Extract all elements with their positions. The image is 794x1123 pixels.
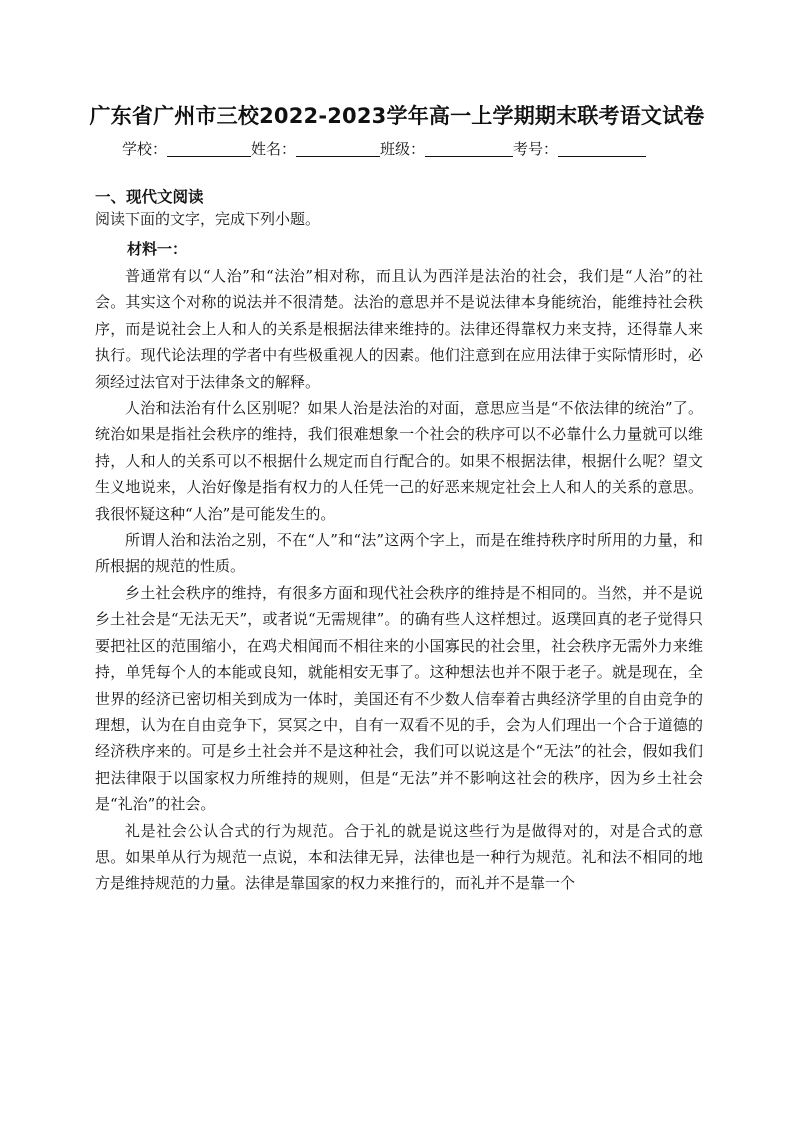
- paragraph: 礼是社会公认合式的行为规范。合于礼的就是说这些行为是做得对的，对是合式的意思。如果单从行为规范一点说，本和法律无异，法律也是一种行为规范。礼和法不相同的地方是维持规范的力量。法律是靠国家的权力来推行的，而礼并不是靠一个: [95, 821, 703, 893]
- class-field: [380, 138, 513, 159]
- exam-title: 广东省广州市三校2022-2023学年高一上学期期末联考语文试卷: [89, 104, 705, 128]
- name-field: [251, 138, 380, 159]
- school-field: [122, 138, 251, 159]
- material-body: [95, 263, 703, 897]
- paragraph: 普通常有以“人治”和“法治”相对称，而且认为西洋是法治的社会，我们是“人治”的社会。其实这个对称的说法并不很清楚。法治的意思并不是说法律本身能统治，能维持社会秩序，而是说社会上人和人的关系是根据法律来维持的。法律还得靠权力来支持，还得靠人来执行。现代论法理的学者中有些极重视人的因素。他们注意到在应用法律于实际情形时，必须经过法官对于法律条文的解释。: [95, 267, 703, 391]
- paragraph: 乡土社会秩序的维持，有很多方面和现代社会秩序的维持是不相同的。当然，并不是说乡土社会是“无法无天”，或者说“无需规律”。的确有些人这样想过。返璞回真的老子觉得只要把社区的范围缩小，在鸡犬相闻而不相往来的小国寡民的社会里，社会秩序无需外力来维持，单凭每个人的本能或良知，就能相安无事了。这种想法也并不限于老子。就是现在，全世界的经济已密切相关到成为一体时，美国还有不少数人信奉着古典经济学里的自由竞争的理想，认为在自由竞争下，冥冥之中，自有一双看不见的手，会为人们理出一个合于道德的经济秩序来的。可是乡土社会并不是这种社会，我们可以说这是个“无法”的社会，假如我们把法律限于以国家权力所维持的规则，但是“无法”并不影响这社会的秩序，因为乡土社会是“礼治”的社会。: [95, 583, 703, 814]
- school-label: 学校：: [122, 140, 168, 158]
- exam-number-blank[interactable]: [558, 141, 646, 157]
- student-info-fields: [122, 138, 646, 159]
- section-heading: 一、现代文阅读: [95, 188, 204, 206]
- name-blank[interactable]: [296, 141, 380, 157]
- name-label: 姓名：: [251, 140, 297, 158]
- section-instruction: 阅读下面的文字，完成下列小题。: [95, 210, 321, 228]
- school-blank[interactable]: [167, 141, 251, 157]
- class-label: 班级：: [380, 140, 426, 158]
- paragraph: 所谓人治和法治之别，不在“人”和“法”这两个字上，而是在维持秩序时所用的力量，和所根据的规范的性质。: [95, 531, 703, 576]
- exam-number-field: [513, 138, 646, 159]
- material-title: 材料一：: [127, 240, 188, 258]
- paragraph: 人治和法治有什么区别呢？如果人治是法治的对面，意思应当是“不依法律的统治”了。统治如果是指社会秩序的维持，我们很难想象一个社会的秩序可以不必靠什么力量就可以维持，人和人的关系可以不根据什么规定而自行配合的。如果不根据法律，根据什么呢？望文生义地说来，人治好像是指有权力的人任凭一己的好恶来规定社会上人和人的关系的意思。我很怀疑这种“人治”是可能发生的。: [95, 399, 703, 523]
- exam-number-label: 考号：: [513, 140, 559, 158]
- class-blank[interactable]: [425, 141, 513, 157]
